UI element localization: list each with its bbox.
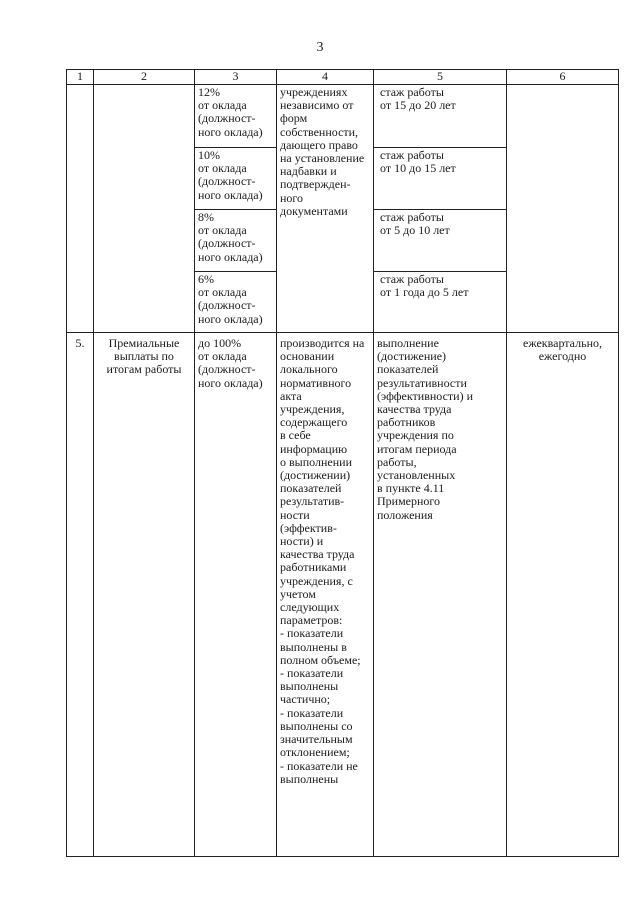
header-cell-4: 4 bbox=[277, 70, 374, 85]
percent-cell: 12% от оклада (должност- ного оклада) bbox=[195, 85, 277, 148]
condition-cell: производится на основании локального нормативного акта учреждения, содержащего в себе информацию о выполнении (достижении) показателей результатив- ности (эффектив- ности) и качества труда работниками учреждения, с учетом следующих параметров: - показатели выполнены в полном объеме; - показатели выполнены частично; - показатели выполнены со значительным отклонением; - показатели не выполнены bbox=[277, 333, 374, 857]
page-number: 3 bbox=[316, 40, 324, 55]
periodicity-cell: ежеквартально, ежегодно bbox=[507, 333, 619, 857]
allowance-table bbox=[66, 69, 619, 857]
continued-number-cell bbox=[67, 85, 94, 333]
experience-cell: стаж работы от 1 года до 5 лет bbox=[374, 272, 507, 333]
table-header-row bbox=[67, 70, 619, 85]
table-row bbox=[67, 85, 619, 148]
payment-name-cell: Премиальные выплаты по итогам работы bbox=[94, 333, 195, 857]
header-cell-3: 3 bbox=[195, 70, 277, 85]
header-cell-1: 1 bbox=[67, 70, 94, 85]
header-cell-2: 2 bbox=[94, 70, 195, 85]
row-number-cell: 5. bbox=[67, 333, 94, 857]
experience-cell: стаж работы от 10 до 15 лет bbox=[374, 148, 507, 210]
percent-cell: 10% от оклада (должност- ного оклада) bbox=[195, 148, 277, 210]
continued-periodicity-cell bbox=[507, 85, 619, 333]
amount-cell: до 100% от оклада (должност- ного оклада) bbox=[195, 333, 277, 857]
header-cell-6: 6 bbox=[507, 70, 619, 85]
continued-condition-cell: учреждениях независимо от форм собственности, дающего право на установление надбавки и подтвержден- ного документами bbox=[277, 85, 374, 333]
percent-cell: 6% от оклада (должност- ного оклада) bbox=[195, 272, 277, 333]
percent-cell: 8% от оклада (должност- ного оклада) bbox=[195, 210, 277, 272]
experience-cell: стаж работы от 15 до 20 лет bbox=[374, 85, 507, 148]
table-row bbox=[67, 333, 619, 857]
continued-name-cell bbox=[94, 85, 195, 333]
experience-cell: стаж работы от 5 до 10 лет bbox=[374, 210, 507, 272]
header-cell-5: 5 bbox=[374, 70, 507, 85]
criteria-cell: выполнение (достижение) показателей результативности (эффективности) и качества труда работников учреждения по итогам периода работы, установленных в пункте 4.11 Примерного положения bbox=[374, 333, 507, 857]
